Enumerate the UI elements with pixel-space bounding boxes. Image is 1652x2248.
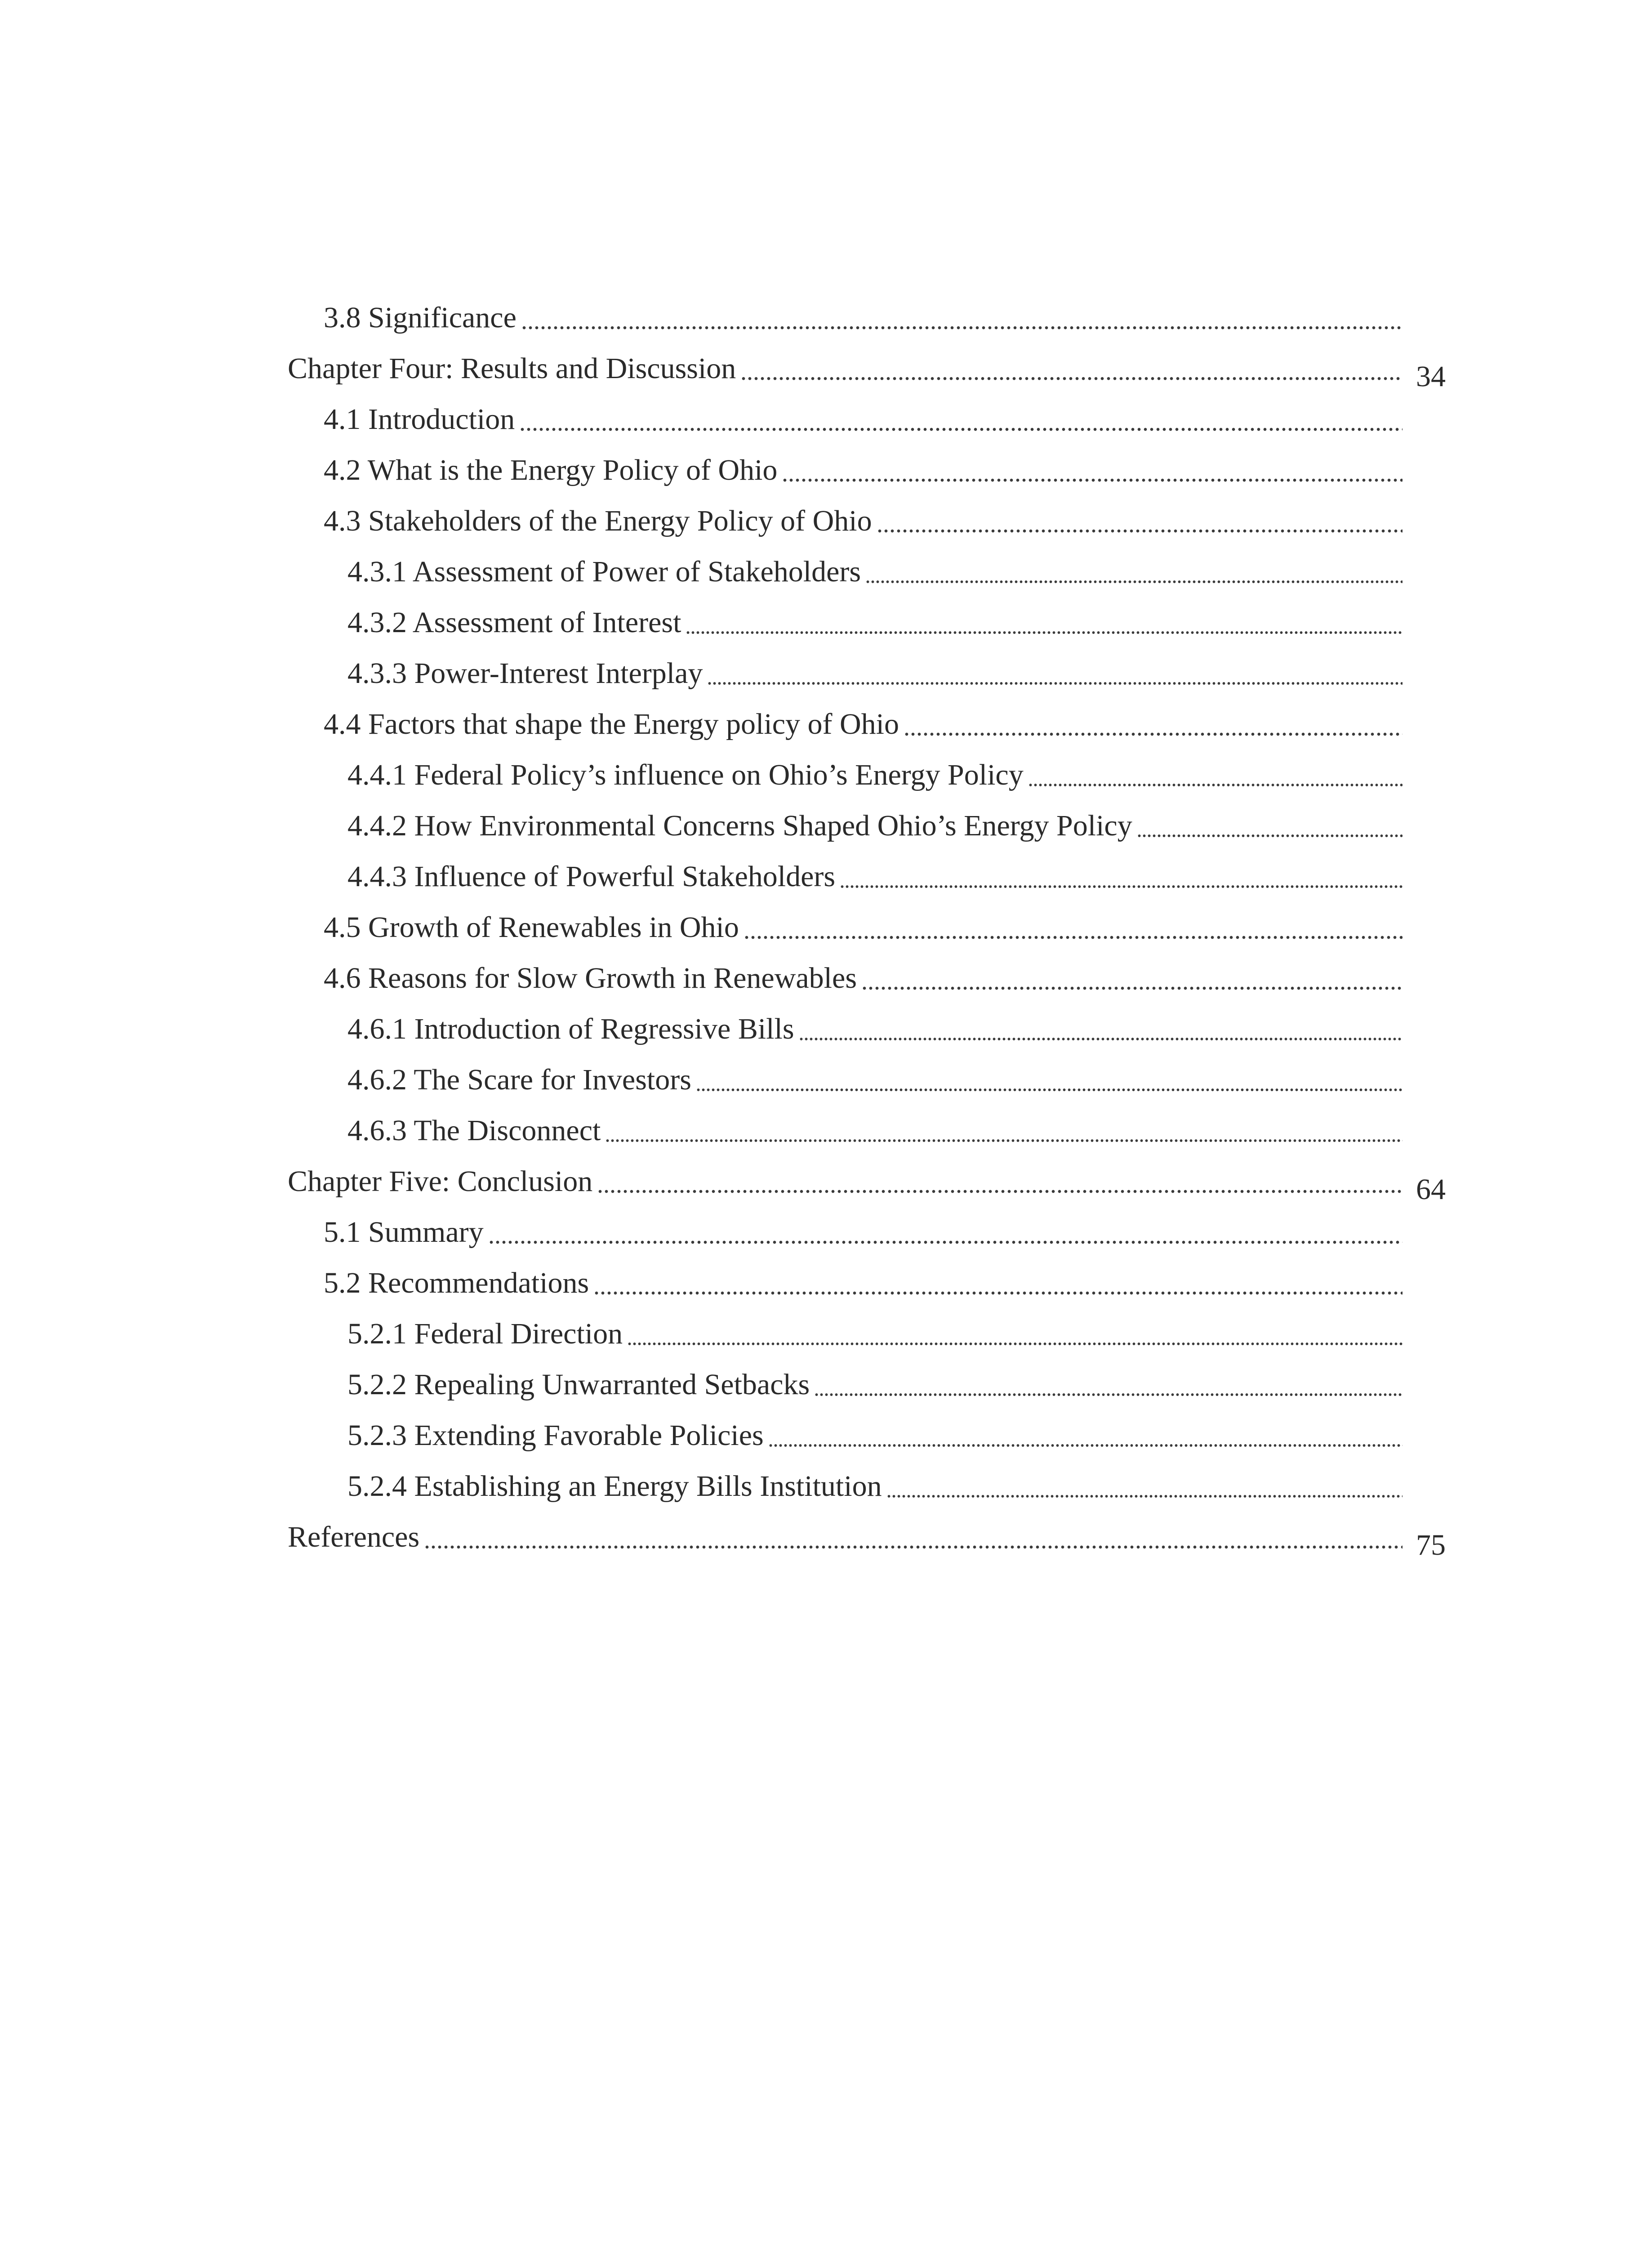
- toc-entry-title: Chapter Four: Results and Discussion: [288, 352, 736, 385]
- dot-leader: [1137, 834, 1403, 838]
- toc-entry-title: 5.2.4 Establishing an Energy Bills Institution: [347, 1470, 882, 1503]
- toc-entry: [288, 696, 1403, 747]
- dot-leader: [521, 326, 1403, 330]
- toc-entry-title: 4.4 Factors that shape the Energy policy of Ohio: [324, 708, 899, 740]
- dot-leader: [740, 376, 1403, 381]
- dot-leader: [519, 427, 1403, 432]
- toc-entry-page-number: 34: [1416, 360, 1446, 393]
- dot-leader: [782, 478, 1403, 482]
- toc-entry-title: 4.5 Growth of Renewables in Ohio: [324, 911, 739, 944]
- toc-entry-title: 4.3.1 Assessment of Power of Stakeholders: [347, 555, 861, 588]
- toc-entry-title: 4.6 Reasons for Slow Growth in Renewables: [324, 962, 857, 995]
- toc-entry-title: 5.2.1 Federal Direction: [347, 1317, 623, 1350]
- dot-leader: [488, 1240, 1403, 1244]
- toc-entry-title: 4.4.3 Influence of Powerful Stakeholders: [347, 860, 836, 893]
- toc-entry-title: 5.2.2 Repealing Unwarranted Setbacks: [347, 1368, 810, 1401]
- toc-entry: [288, 900, 1403, 950]
- dot-leader: [593, 1291, 1403, 1295]
- toc-entry: [288, 1204, 1403, 1255]
- dot-leader: [1028, 783, 1403, 787]
- toc-entry-title: 3.8 Significance: [324, 301, 517, 334]
- toc-entry: [288, 544, 1403, 595]
- toc-entry: [288, 1459, 1403, 1509]
- dot-leader: [424, 1545, 1403, 1549]
- toc-entry: [288, 798, 1403, 849]
- toc-entry: [288, 1154, 1446, 1206]
- toc-entry: [288, 1357, 1403, 1408]
- toc-entry-title: 4.4.2 How Environmental Concerns Shaped Ohio’s Energy Policy: [347, 809, 1132, 842]
- toc-entry-title: 5.1 Summary: [324, 1216, 484, 1249]
- dot-leader: [865, 580, 1403, 584]
- toc-entry: [288, 950, 1403, 1001]
- toc-entry: [288, 392, 1403, 442]
- toc-entry: [288, 1103, 1403, 1154]
- toc-entry: [288, 1001, 1403, 1052]
- toc-entry: [288, 595, 1403, 646]
- dot-leader: [686, 630, 1403, 635]
- toc-entry: [288, 1255, 1403, 1306]
- dot-leader: [744, 935, 1403, 940]
- toc-entry: [288, 646, 1403, 696]
- toc-entry-title: Chapter Five: Conclusion: [288, 1165, 593, 1198]
- toc-entry: [288, 849, 1403, 900]
- toc-entry-title: 4.3.3 Power-Interest Interplay: [347, 657, 703, 690]
- dot-leader: [814, 1392, 1403, 1397]
- toc-entry-page-number: 75: [1416, 1529, 1446, 1561]
- toc-entry: [288, 493, 1403, 544]
- toc-entry-title: 5.2.3 Extending Favorable Policies: [347, 1419, 764, 1452]
- toc-entry: [288, 442, 1403, 493]
- toc-entry-title: 4.6.2 The Scare for Investors: [347, 1063, 691, 1096]
- dot-leader: [696, 1088, 1403, 1092]
- dot-leader: [877, 529, 1403, 533]
- dot-leader: [861, 986, 1403, 990]
- dot-leader: [840, 884, 1403, 889]
- toc-entry-title: 5.2 Recommendations: [324, 1267, 589, 1299]
- dot-leader: [707, 681, 1403, 686]
- toc-entry: [288, 1509, 1446, 1561]
- toc-entry-title: 4.2 What is the Energy Policy of Ohio: [324, 454, 778, 486]
- table-of-contents: [288, 290, 1446, 1561]
- dot-leader: [886, 1494, 1403, 1499]
- toc-entry-title: References: [288, 1521, 420, 1553]
- dot-leader: [627, 1342, 1403, 1346]
- toc-entry-title: 4.4.1 Federal Policy’s influence on Ohio’s Energy Policy: [347, 758, 1024, 791]
- dot-leader: [799, 1037, 1403, 1041]
- toc-entry-title: 4.6.3 The Disconnect: [347, 1114, 601, 1147]
- toc-entry: [288, 290, 1403, 341]
- dot-leader: [605, 1138, 1403, 1143]
- toc-entry-page-number: 64: [1416, 1173, 1446, 1206]
- toc-entry: [288, 1408, 1403, 1459]
- toc-entry-title: 4.1 Introduction: [324, 403, 515, 436]
- toc-entry: [288, 1052, 1403, 1103]
- dot-leader: [597, 1189, 1403, 1194]
- toc-entry: [288, 1306, 1403, 1357]
- dot-leader: [904, 732, 1403, 736]
- toc-entry: [288, 747, 1403, 798]
- toc-entry-title: 4.6.1 Introduction of Regressive Bills: [347, 1012, 794, 1045]
- toc-entry: [288, 341, 1446, 393]
- toc-entry-title: 4.3 Stakeholders of the Energy Policy of Ohio: [324, 504, 872, 537]
- dot-leader: [768, 1443, 1403, 1448]
- toc-entry-title: 4.3.2 Assessment of Interest: [347, 606, 681, 639]
